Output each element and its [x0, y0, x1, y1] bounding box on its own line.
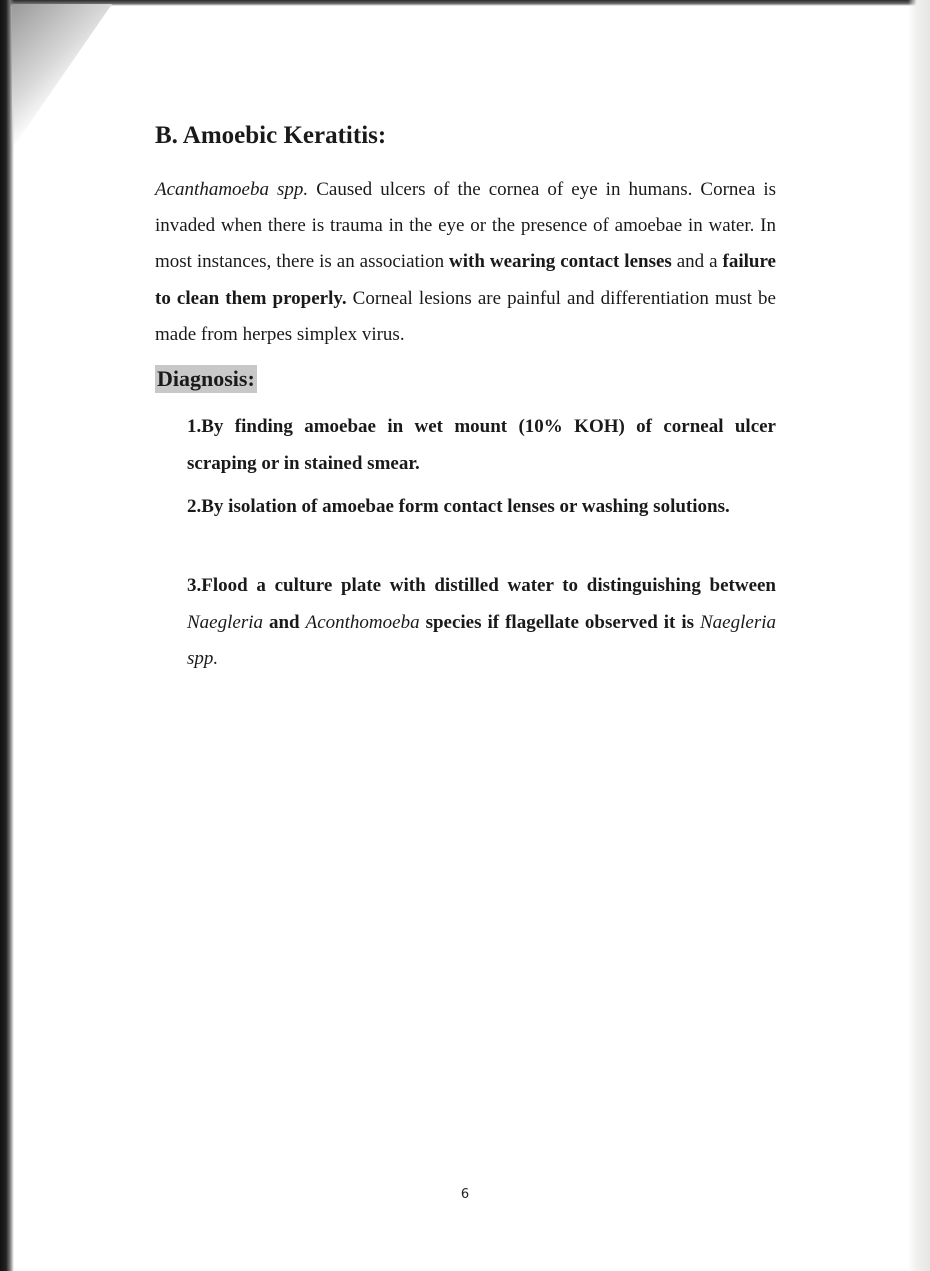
page-number: 6 [460, 1187, 470, 1202]
genus-naegleria-spp: Naegleria spp. [187, 611, 776, 669]
diagnosis-item-2: 2.By isolation of amoebae form contact lenses or washing solutions. [187, 496, 730, 517]
diagnosis-item-3 [187, 568, 776, 678]
intro-text-2: and a [671, 251, 723, 273]
intro-bold-2: failure to clean them properly. [155, 251, 776, 309]
diagnosis-item-1: 1.By finding amoebae in wet mount (10% KOH) of corneal ulcer scraping or in stained smear. [187, 416, 776, 474]
item3-text-3: species if flagellate observed it is [419, 611, 700, 633]
item3-text-1: 3.Flood a culture plate with distilled water to distinguishing between [187, 575, 776, 596]
diagnosis-heading: Diagnosis: [157, 366, 255, 391]
organism-name: Acanthamoeba spp. [155, 179, 309, 200]
genus-aconthomoeba: Aconthomoeba [305, 611, 420, 633]
section-heading: B. Amoebic Keratitis: [155, 122, 387, 149]
intro-paragraph [155, 172, 776, 353]
item3-text-2: and [263, 611, 306, 633]
intro-text-1: Caused ulcers of the cornea of eye in humans. Cornea is invaded when there is trauma in the eye or the presence of amoebae in water. In most instances, there is an association [155, 179, 776, 273]
intro-bold-1: with wearing contact lenses [449, 251, 672, 273]
intro-text-3: Corneal lesions are painful and differentiation must be made from herpes simplex virus. [155, 287, 776, 345]
genus-naegleria: Naegleria [187, 611, 263, 633]
